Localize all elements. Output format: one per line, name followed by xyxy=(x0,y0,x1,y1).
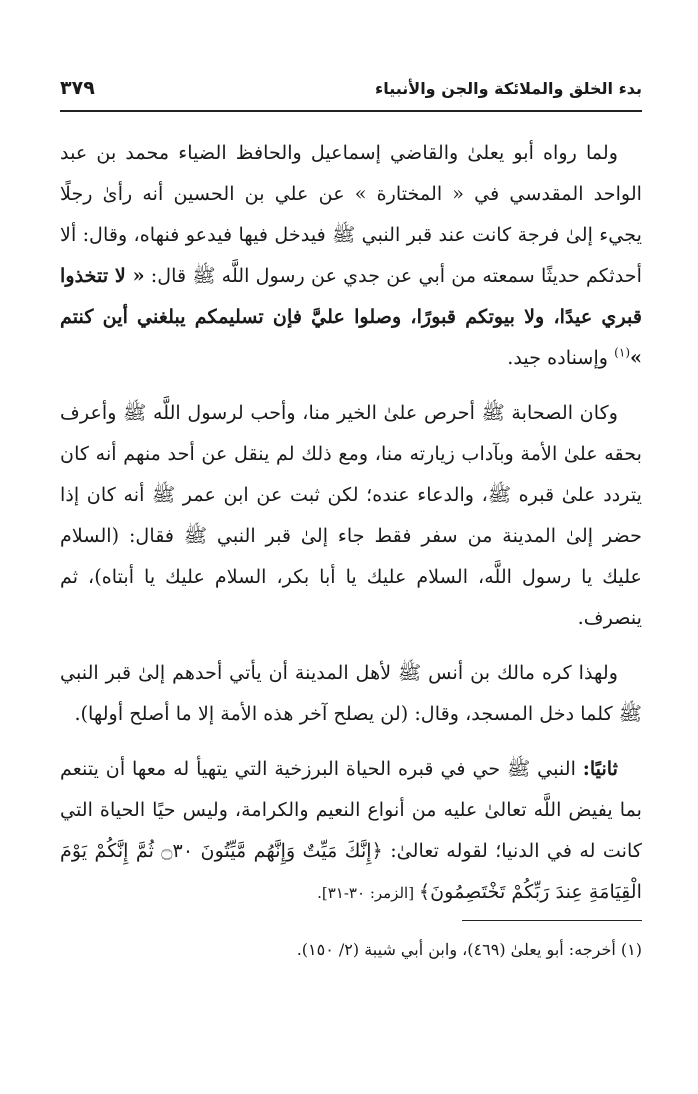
book-page xyxy=(60,60,642,1040)
section-label: ثانيًا: xyxy=(582,757,618,780)
hadith-quote: « لا تتخذوا قبري عيدًا، ولا بيوتكم قبورًا، وصلوا عليَّ فإن تسليمكم يبلغني أين كنتم » xyxy=(60,264,642,369)
footnote-rule xyxy=(462,920,642,921)
paragraph-2: وكان الصحابة ﷺ أحرص علىٰ الخير منا، وأحب لرسول اللَّه ﷺ وأعرف بحقه علىٰ الأمة وبآداب زيارته منا، ومع ذلك لم ينقل عن أحد منهم أنه كان يتردد علىٰ قبره ﷺ، والدعاء عنده؛ لكن ثبت عن ابن عمر ﷺ أنه كان إذا حضر إلىٰ المدينة من سفر فقط جاء إلىٰ قبر النبي ﷺ فقال: (السلام عليك يا رسول اللَّه، السلام عليك يا أبا بكر، السلام عليك يا أبتاه)، ثم ينصرف. xyxy=(60,401,642,629)
header-rule xyxy=(60,110,642,112)
paragraph-1-end: وإسناده جيد. xyxy=(507,346,615,369)
running-title: بدء الخلق والملائكة والجن والأنبياء xyxy=(375,78,642,98)
paragraph-4 xyxy=(60,748,642,914)
paragraph-4-text: النبي ﷺ حي في قبره الحياة البرزخية التي يتهيأ له معها أن يتنعم بما يفيض اللَّه تعالىٰ عليه من أنواع النعيم والكرامة، وليس حيًا الحياة التي كانت له في الدنيا؛ لقوله تعالىٰ: xyxy=(60,757,642,862)
footnote: (١) أخرجه: أبو يعلىٰ (٤٦٩)، وابن أبي شيبة (٢/ ١٥٠). xyxy=(296,940,642,959)
quran-verse: ﴿إِنَّكَ مَيِّتٌ وَإِنَّهُم مَّيِّتُونَ ۝٣٠ ثُمَّ إِنَّكُمْ يَوْمَ الْقِيَامَةِ عِندَ رَبِّكُمْ تَخْتَصِمُونَ﴾ xyxy=(60,839,642,903)
paragraph-1 xyxy=(60,132,642,378)
paragraph-1-text: ولما رواه أبو يعلىٰ والقاضي إسماعيل والحافظ الضياء محمد بن عبد الواحد المقدسي في « المختارة » عن علي بن الحسين أنه رأىٰ رجلًا يجيء إلىٰ فرجة كانت عند قبر النبي ﷺ فيدخل فيها فيدعو فنهاه، وقال: ألا أحدثكم حديثًا سمعته من أبي عن جدي عن رسول اللَّه ﷺ قال: xyxy=(60,141,642,287)
paragraph-3: ولهذا كره مالك بن أنس ﷺ لأهل المدينة أن يأتي أحدهم إلىٰ قبر النبي ﷺ كلما دخل المسجد، وقال: (لن يصلح آخر هذه الأمة إلا ما أصلح أولها). xyxy=(60,661,642,725)
footnote-ref: (١) xyxy=(614,345,630,360)
verse-citation: [الزمر: ٣٠-٣١]. xyxy=(317,884,419,902)
page-header xyxy=(60,72,642,104)
page-number: ٣٧٩ xyxy=(60,77,95,99)
page-body xyxy=(60,132,642,928)
